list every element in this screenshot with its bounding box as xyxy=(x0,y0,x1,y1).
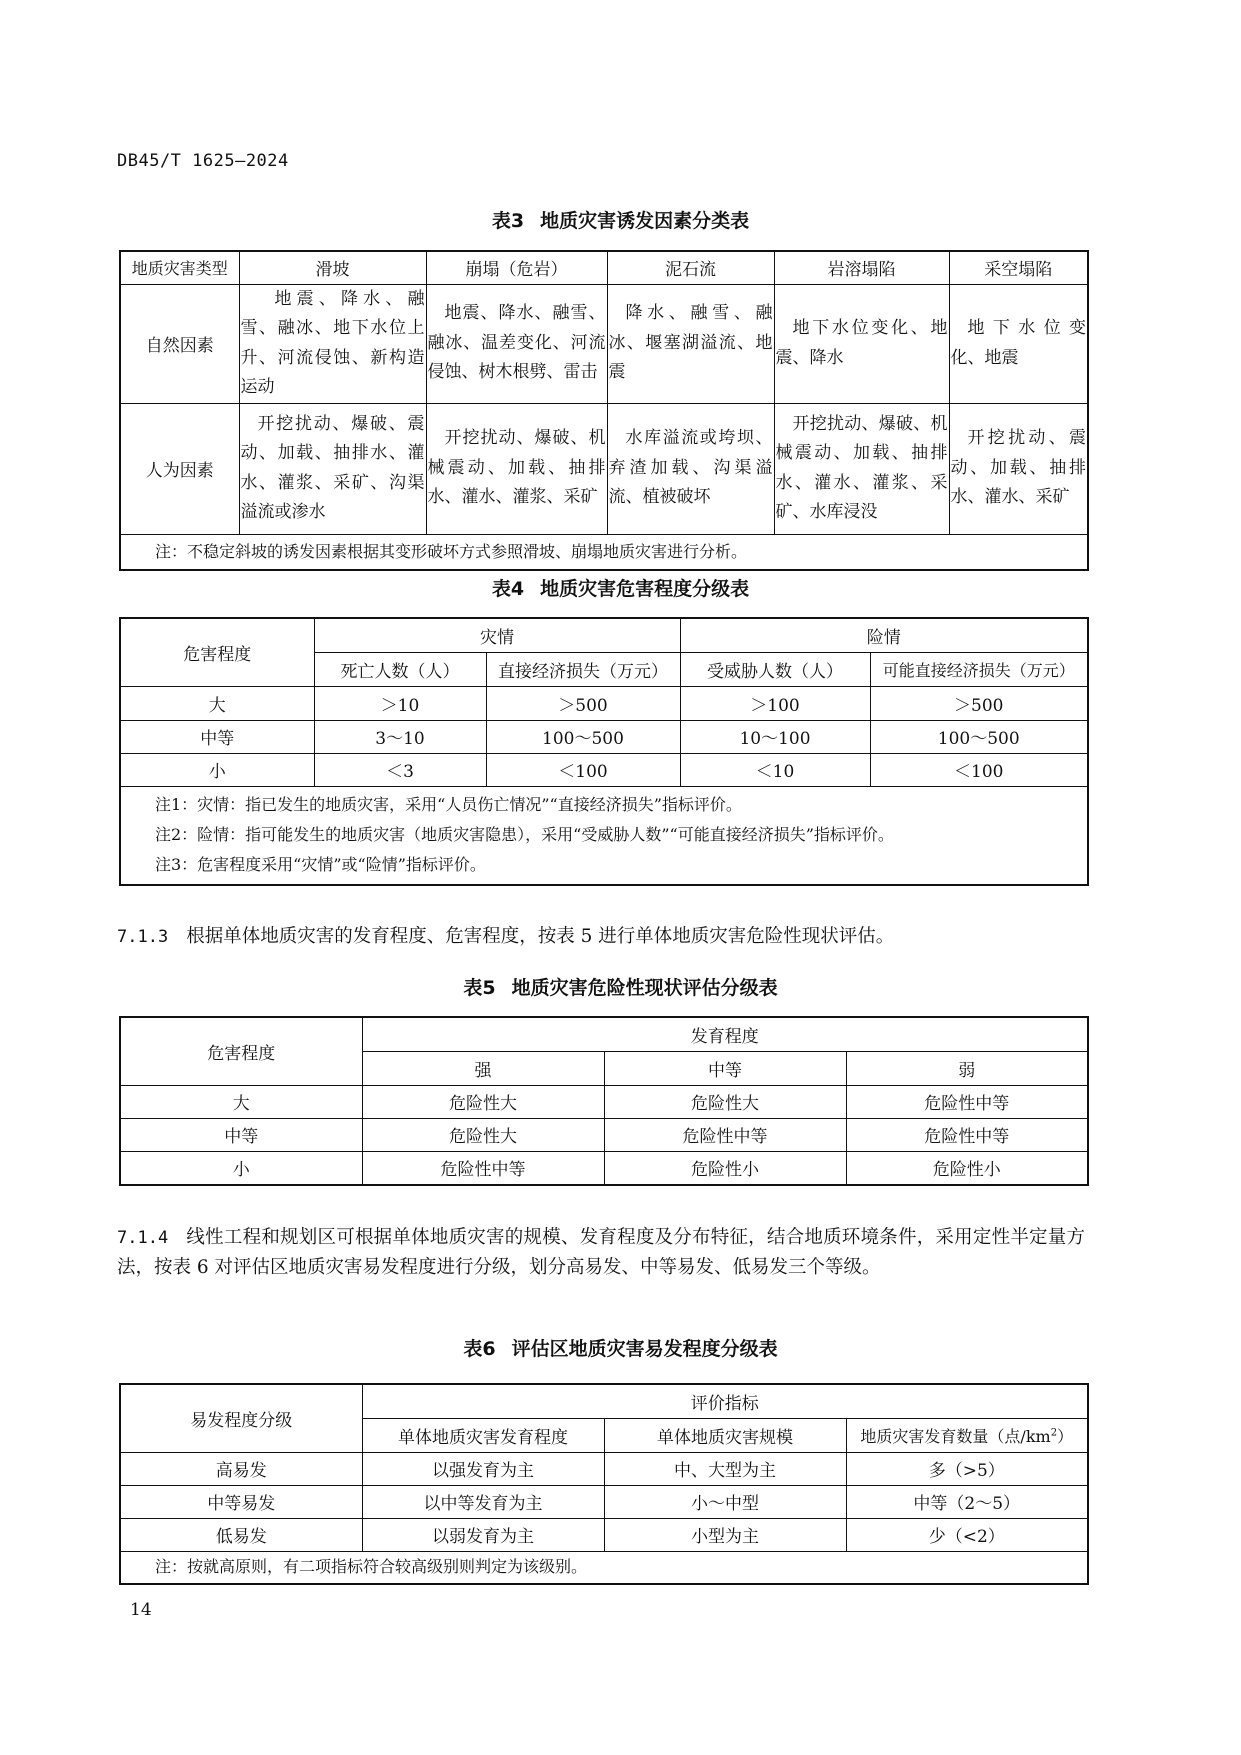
row-header: 人为因素 xyxy=(120,403,239,534)
table5-title: 地质灾害危险性现状评估分级表 xyxy=(511,977,778,999)
table-cell: ＞100 xyxy=(680,686,870,720)
table-cell: ＜100 xyxy=(486,753,680,786)
table-note-row xyxy=(120,534,1088,570)
page-number: 14 xyxy=(130,1600,152,1620)
table-cell: ＜10 xyxy=(680,753,870,786)
column-header: 可能直接经济损失（万元） xyxy=(870,652,1088,686)
table-row xyxy=(120,686,1088,720)
section-7-1-3 xyxy=(117,922,1085,952)
table5-number: 表5 xyxy=(463,977,496,999)
table-row xyxy=(120,1452,1088,1485)
table-cell: 地震、降水、融雪、融冰、地下水位上升、河流侵蚀、新构造运动 xyxy=(239,284,426,403)
column-header: 受威胁人数（人） xyxy=(680,652,870,686)
row-header: 大 xyxy=(120,1085,362,1118)
column-header: 弱 xyxy=(846,1051,1088,1085)
table-cell: 中、大型为主 xyxy=(604,1452,846,1485)
column-header-text-end: ） xyxy=(1057,1426,1074,1446)
table6-caption xyxy=(0,1334,1241,1361)
row-header: 低易发 xyxy=(120,1518,362,1551)
table3-caption xyxy=(0,206,1241,233)
column-header: 滑坡 xyxy=(239,251,426,284)
table6-note: 注：按就高原则，有二项指标符合较高级别则判定为该级别。 xyxy=(120,1551,1088,1584)
column-header: 泥石流 xyxy=(607,251,774,284)
table-row xyxy=(120,753,1088,786)
column-header: 中等 xyxy=(604,1051,846,1085)
table-cell: 危险性大 xyxy=(362,1085,604,1118)
table-cell: 开挖扰动、爆破、机械震动、加载、抽排水、灌水、灌浆、采矿 xyxy=(426,403,607,534)
table3-number: 表3 xyxy=(491,210,525,232)
table-cell: 小型为主 xyxy=(604,1518,846,1551)
table-cell: ＞10 xyxy=(314,686,486,720)
table-cell: 3～10 xyxy=(314,720,486,753)
table-cell: 危险性小 xyxy=(604,1151,846,1185)
table-cell: 危险性中等 xyxy=(846,1118,1088,1151)
row-header: 自然因素 xyxy=(120,284,239,403)
table-header-row xyxy=(120,618,1088,652)
row-header: 中等易发 xyxy=(120,1485,362,1518)
table-cell: 水库溢流或垮坝、弃渣加载、沟渠溢流、植被破坏 xyxy=(607,403,774,534)
section-text: 线性工程和规划区可根据单体地质灾害的规模、发育程度及分布特征，结合地质环境条件，采用定性半定量方法，按表 6 对评估区地质灾害易发程度进行分级，划分高易发、中等易发、低易发三个等级。 xyxy=(117,1227,1085,1278)
table-cell: 地震、降水、融雪、融冰、温差变化、河流侵蚀、树木根劈、雷击 xyxy=(426,284,607,403)
row-header-title: 危害程度 xyxy=(120,1017,362,1085)
table-cell: ＜100 xyxy=(870,753,1088,786)
row-header: 中等 xyxy=(120,1118,362,1151)
table-cell: 地下水位变化、地震 xyxy=(949,284,1088,403)
column-group-header: 灾情 xyxy=(314,618,680,652)
table4-note-3: 注3：危害程度采用“灾情”或“险情”指标评价。 xyxy=(155,855,486,875)
column-header: 采空塌陷 xyxy=(949,251,1088,284)
table-header-row xyxy=(120,251,1088,284)
table-cell: 多（>5） xyxy=(846,1452,1088,1485)
table-row xyxy=(120,1151,1088,1185)
column-group-header: 评价指标 xyxy=(362,1384,1088,1418)
table-cell: 地下水位变化、地震、降水 xyxy=(774,284,949,403)
section-number: 7.1.3 xyxy=(117,927,169,947)
row-header: 大 xyxy=(120,686,314,720)
table5 xyxy=(119,1016,1089,1186)
table-cell: 少（<2） xyxy=(846,1518,1088,1551)
section-number: 7.1.4 xyxy=(117,1228,169,1248)
table-cell: 以强发育为主 xyxy=(362,1452,604,1485)
column-header: 地质灾害类型 xyxy=(120,251,239,284)
document-code: DB45/T 1625—2024 xyxy=(117,151,289,171)
table-cell: 100～500 xyxy=(486,720,680,753)
table-note-row xyxy=(120,1551,1088,1584)
table-note-row xyxy=(120,786,1088,885)
row-header: 小 xyxy=(120,753,314,786)
section-text: 根据单体地质灾害的发育程度、危害程度，按表 5 进行单体地质灾害危险性现状评估。 xyxy=(186,926,895,947)
table-cell: 中等（2～5） xyxy=(846,1485,1088,1518)
table-header-row xyxy=(120,1384,1088,1418)
table4-note-1: 注1：灾情：指已发生的地质灾害，采用“人员伤亡情况”“直接经济损失”指标评价。 xyxy=(155,795,742,815)
column-group-header: 发育程度 xyxy=(362,1017,1088,1051)
table4-note-2: 注2：险情：指可能发生的地质灾害（地质灾害隐患），采用“受威胁人数”“可能直接经济损失”指标评价。 xyxy=(155,825,894,845)
column-header: 单体地质灾害规模 xyxy=(604,1418,846,1452)
table4-caption xyxy=(0,574,1241,601)
table-cell: 以弱发育为主 xyxy=(362,1518,604,1551)
table4 xyxy=(119,617,1089,886)
column-header xyxy=(846,1418,1088,1452)
table-cell: 危险性大 xyxy=(362,1118,604,1151)
table6-title: 评估区地质灾害易发程度分级表 xyxy=(511,1338,778,1360)
section-7-1-4 xyxy=(117,1223,1085,1283)
row-header: 高易发 xyxy=(120,1452,362,1485)
column-header: 死亡人数（人） xyxy=(314,652,486,686)
column-header: 岩溶塌陷 xyxy=(774,251,949,284)
table-row xyxy=(120,1118,1088,1151)
row-header-title: 易发程度分级 xyxy=(120,1384,362,1452)
table4-title: 地质灾害危害程度分级表 xyxy=(540,578,750,600)
column-header: 强 xyxy=(362,1051,604,1085)
table-cell: 危险性中等 xyxy=(846,1085,1088,1118)
table-cell: 危险性大 xyxy=(604,1085,846,1118)
table-cell: 100～500 xyxy=(870,720,1088,753)
table-cell: 危险性中等 xyxy=(362,1151,604,1185)
column-header: 崩塌（危岩） xyxy=(426,251,607,284)
table4-number: 表4 xyxy=(491,578,525,600)
table-cell: 10～100 xyxy=(680,720,870,753)
table-header-row xyxy=(120,1017,1088,1051)
table-cell: 降水、融雪、融冰、堰塞湖溢流、地震 xyxy=(607,284,774,403)
table3-note: 注：不稳定斜坡的诱发因素根据其变形破坏方式参照滑坡、崩塌地质灾害进行分析。 xyxy=(120,534,1088,570)
table-cell: 危险性中等 xyxy=(604,1118,846,1151)
table-row xyxy=(120,1085,1088,1118)
row-header: 中等 xyxy=(120,720,314,753)
table4-notes xyxy=(120,786,1088,885)
table-cell: 以中等发育为主 xyxy=(362,1485,604,1518)
row-header-title: 危害程度 xyxy=(120,618,314,686)
table-row xyxy=(120,1518,1088,1551)
table3 xyxy=(119,250,1089,571)
column-header-text: 地质灾害发育数量（点/km xyxy=(860,1426,1051,1446)
table-cell: 危险性小 xyxy=(846,1151,1088,1185)
table5-caption xyxy=(0,973,1241,1000)
table-cell: ＞500 xyxy=(870,686,1088,720)
table3-title: 地质灾害诱发因素分类表 xyxy=(540,210,750,232)
table-cell: ＜3 xyxy=(314,753,486,786)
superscript: 2 xyxy=(1050,1427,1058,1439)
table6-number: 表6 xyxy=(463,1338,496,1360)
table-cell: 开挖扰动、爆破、震动、加载、抽排水、灌水、灌浆、采矿、沟渠溢流或渗水 xyxy=(239,403,426,534)
table-row xyxy=(120,403,1088,534)
table-row xyxy=(120,284,1088,403)
table-row xyxy=(120,1485,1088,1518)
column-group-header: 险情 xyxy=(680,618,1088,652)
column-header: 单体地质灾害发育程度 xyxy=(362,1418,604,1452)
row-header: 小 xyxy=(120,1151,362,1185)
table-cell: 开挖扰动、爆破、机械震动、加载、抽排水、灌水、灌浆、采矿、水库浸没 xyxy=(774,403,949,534)
column-header: 直接经济损失（万元） xyxy=(486,652,680,686)
table-cell: 小～中型 xyxy=(604,1485,846,1518)
table-cell: ＞500 xyxy=(486,686,680,720)
table-row xyxy=(120,720,1088,753)
table-cell: 开挖扰动、震动、加载、抽排水、灌水、采矿 xyxy=(949,403,1088,534)
table6 xyxy=(119,1383,1089,1585)
